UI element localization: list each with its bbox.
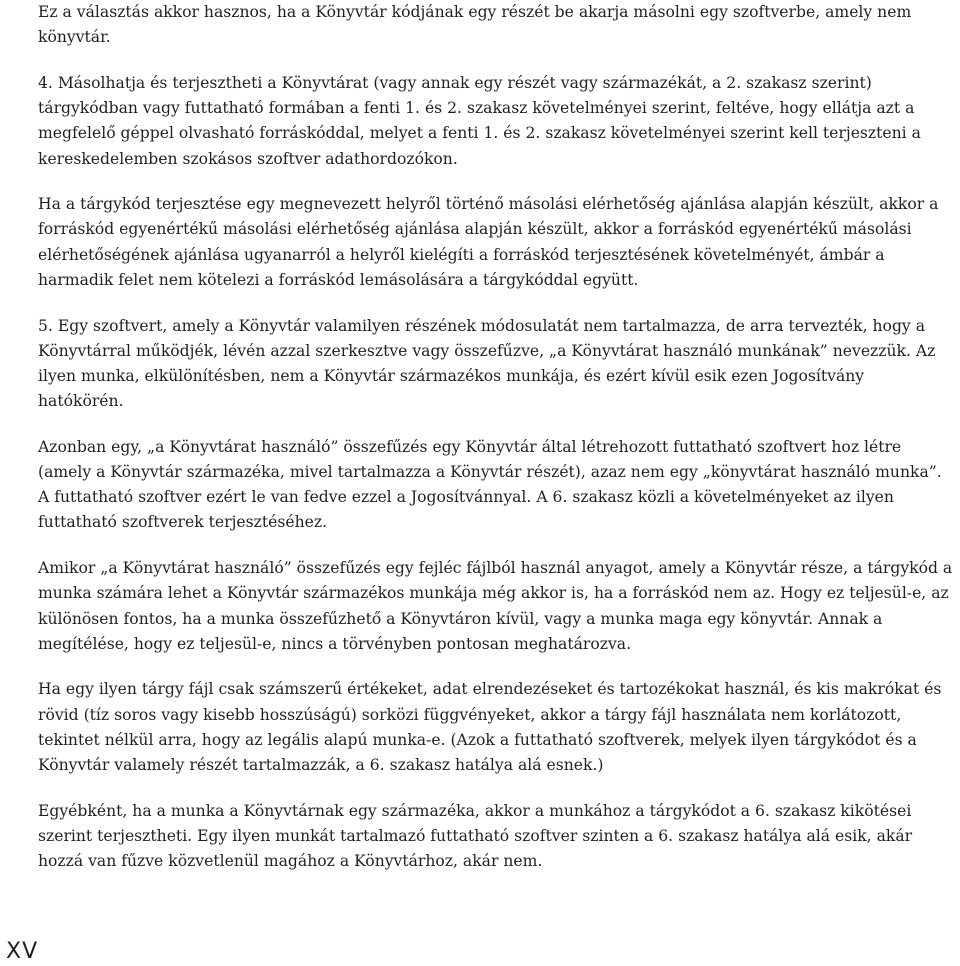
paragraph-section-5: 5. Egy szoftvert, amely a Könyvtár valamilyen részének módosulatát nem tartalmazza, de arra tervezték, hogy a Könyvtárral működjék, lévén azzal szerkesztve vagy összefűzve, „a Könyvtárat használó munkának” nevezzük. Az ilyen munka, elkülönítésben, nem a Könyvtár származékos munkája, és ezért kívül esik ezen Jogosítvány hatókörén. (38, 316, 936, 411)
paragraph-object-code-distribution: Ha a tárgykód terjesztése egy megnevezett helyről történő másolási elérhetőség ajánlása alapján készült, akkor a forráskód egyenértékű másolási elérhetőség ajánlása alapján készült, akkor a forráskód egyenértékű másolási elérhetőségének ajánlása ugyanarról a helyről kielégíti a forráskód terjesztésének követelményét, ámbár a harmadik felet nem kötelezi a forráskód lemásolására a tárgykóddal együtt. (38, 195, 939, 289)
paragraph-header-file: Amikor „a Könyvtárat használó” összefűzés egy fejléc fájlból használ anyagot, amely a Könyvtár része, a tárgykód a munka számára lehet a Könyvtár származékos munkája még akkor is, ha a forráskód nem az. Hogy ez teljesül-e, az különösen fontos, ha a munka összefűzhető a Könyvtáron kívül, vagy a munka maga egy könyvtár. Annak a megítélése, hogy ez teljesül-e, nincs a törvényben pontosan meghatározva. (38, 559, 953, 653)
paragraph-otherwise: Egyébként, ha a munka a Könyvtárnak egy származéka, akkor a munkához a tárgykódot a 6. szakasz kikötései szerint terjesztheti. Egy ilyen munkát tartalmazó futtatható szoftver szinten a 6. szakasz hatálya alá esik, akár hozzá van fűzve közvetlenül magához a Könyvtárhoz, akár nem. (38, 801, 913, 871)
page-number: XV (6, 939, 39, 964)
document-body (38, 0, 953, 874)
paragraph-section-4: 4. Másolhatja és terjesztheti a Könyvtárat (vagy annak egy részét vagy származékát, a 2. szakasz szerint) tárgykódban vagy futtatható formában a fenti 1. és 2. szakasz követelményei szerint, feltéve, hogy ellátja azt a megfelelő géppel olvasható forráskóddal, melyet a fenti 1. és 2. szakasz követelményei szerint kell terjeszteni a kereskedelemben szokásos szoftver adathordozókon. (38, 73, 921, 168)
paragraph-linking: Azonban egy, „a Könyvtárat használó” összefűzés egy Könyvtár által létrehozott futtatható szoftvert hoz létre (amely a Könyvtár származéka, mivel tartalmazza a Könyvtár részét), azaz nem egy „könyvtárat használó munka”. A futtatható szoftver ezért le van fedve ezzel a Jogosítvánnyal. A 6. szakasz közli a követelményeket az ilyen futtatható szoftverek terjesztéséhez. (38, 437, 942, 532)
paragraph-object-file: Ha egy ilyen tárgy fájl csak számszerű értékeket, adat elrendezéseket és tartozékokat használ, és kis makrókat és rövid (tíz soros vagy kisebb hosszúságú) sorközi függvényeket, akkor a tárgy fájl használata nem korlátozott, tekintet nélkül arra, hogy az legális alapú munka-e. (Azok a futtatható szoftverek, melyek ilyen tárgykódot és a Könyvtár valamely részét tartalmazzák, a 6. szakasz hatálya alá esnek.) (38, 680, 942, 775)
paragraph-intro: Ez a választás akkor hasznos, ha a Könyvtár kódjának egy részét be akarja másolni egy szoftverbe, amely nem könyvtár. (38, 3, 912, 47)
